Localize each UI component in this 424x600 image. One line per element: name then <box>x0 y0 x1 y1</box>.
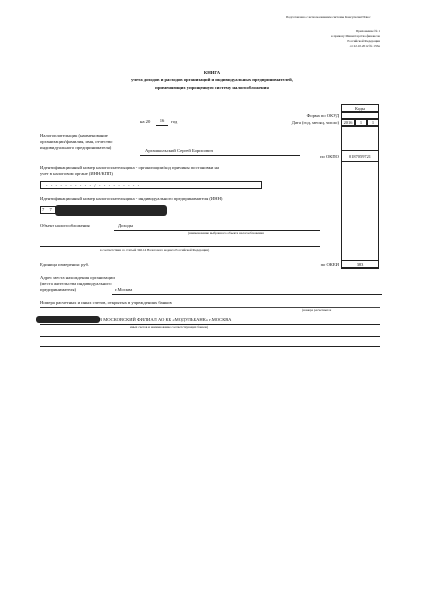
order-line-2: Российской Федерации <box>347 39 380 43</box>
address-label-1: Адрес места нахождения организации <box>40 275 115 280</box>
address-label-3: предпринимателя) <box>40 287 76 292</box>
bank-hint-right: (номера расчетных и <box>302 308 332 312</box>
object-line-2 <box>40 246 320 247</box>
object-label: Объект налогообложения <box>40 223 90 228</box>
order-line-1: к приказу Министерства финансов <box>331 34 380 38</box>
year-underline <box>156 125 168 126</box>
bank-label: Номера расчетных и иных счетов, открытых в учреждениях банков <box>40 300 172 305</box>
order-line-3: от 22.10.2012 № 135н <box>349 44 380 48</box>
date-day-cell: 1 <box>367 119 379 126</box>
bank-line-2 <box>40 336 380 337</box>
okei-label: по ОКЕИ <box>320 262 339 267</box>
taxpayer-label-1: Налогоплательщик (наименование <box>40 133 108 138</box>
okud-label: Форма по ОКУД <box>306 113 339 118</box>
taxpayer-label-2: организации/фамилия, имя, отчество <box>40 139 113 144</box>
appendix-label: Приложение № 1 <box>355 29 380 33</box>
title-line-1: КНИГА <box>203 70 221 75</box>
year-value: 16 <box>159 118 165 123</box>
inn-redaction <box>55 205 167 216</box>
date-year-cell: 2016 <box>341 119 355 126</box>
kpp-label-2: учет в налоговом органе (ИНН/КПП) <box>40 171 113 176</box>
taxpayer-underline <box>140 155 300 156</box>
address-label-2: (места жительства индивидуального <box>40 281 112 286</box>
bank-account-redaction <box>36 316 100 323</box>
inn-kpp-dashes: - - - - - - - - - - / - - - - - - - - - <box>46 183 141 188</box>
year-prefix: на 20 <box>140 119 151 124</box>
unit-label: Единица измерения: руб. <box>40 262 90 267</box>
object-hint: (наименование выбранного объекта налогообложения <box>188 231 264 235</box>
okud-cell <box>341 112 379 119</box>
kpp-label-1: Идентификационный номер налогоплательщика - организации/код причины постановки на <box>40 165 219 170</box>
bank-hint-2: иных счетов и наименование соответствующих банков) <box>130 325 209 329</box>
address-value: г.Москва <box>115 287 133 292</box>
object-hint-2: в соответствии со статьей 346.14 Налогового кодекса Российской Федерации) <box>100 248 210 252</box>
inn-digits: 7 7 <box>42 207 54 212</box>
address-underline <box>112 294 382 295</box>
top-note: Подготовлено с использованием системы КонсультантПлюс <box>286 15 371 19</box>
inn-label: Идентификационный номер налогоплательщика - индивидуального предпринимателя (ИНН) <box>40 196 223 201</box>
okei-cell: 383 <box>341 260 379 269</box>
okpo-cell: 0187059721 <box>341 150 379 162</box>
okpo-label: по ОКПО <box>320 154 339 159</box>
title-line-3: применяющих упрощенную систему налогообложения <box>155 85 269 90</box>
bank-line-3 <box>40 346 380 347</box>
taxpayer-label-3: индивидуального предпринимателя) <box>40 145 112 150</box>
title-line-2: учета доходов и расходов организаций и индивидуальных предпринимателей, <box>131 77 293 82</box>
bank-value: В МОСКОВСКИЙ ФИЛИАЛ АО КБ «МОДУЛЬБАНК» г.МОСКВА <box>99 317 232 322</box>
object-value: Доходы <box>118 223 134 228</box>
codes-header: Коды <box>341 104 379 112</box>
taxpayer-name: Аргашкольский Сергей Борисович <box>145 148 213 153</box>
codes-body-cell <box>341 126 379 268</box>
date-label: Дата (год, месяц, число) <box>291 120 339 125</box>
year-suffix: год <box>171 119 178 124</box>
date-month-cell: 1 <box>355 119 367 126</box>
bank-underline <box>40 324 380 325</box>
